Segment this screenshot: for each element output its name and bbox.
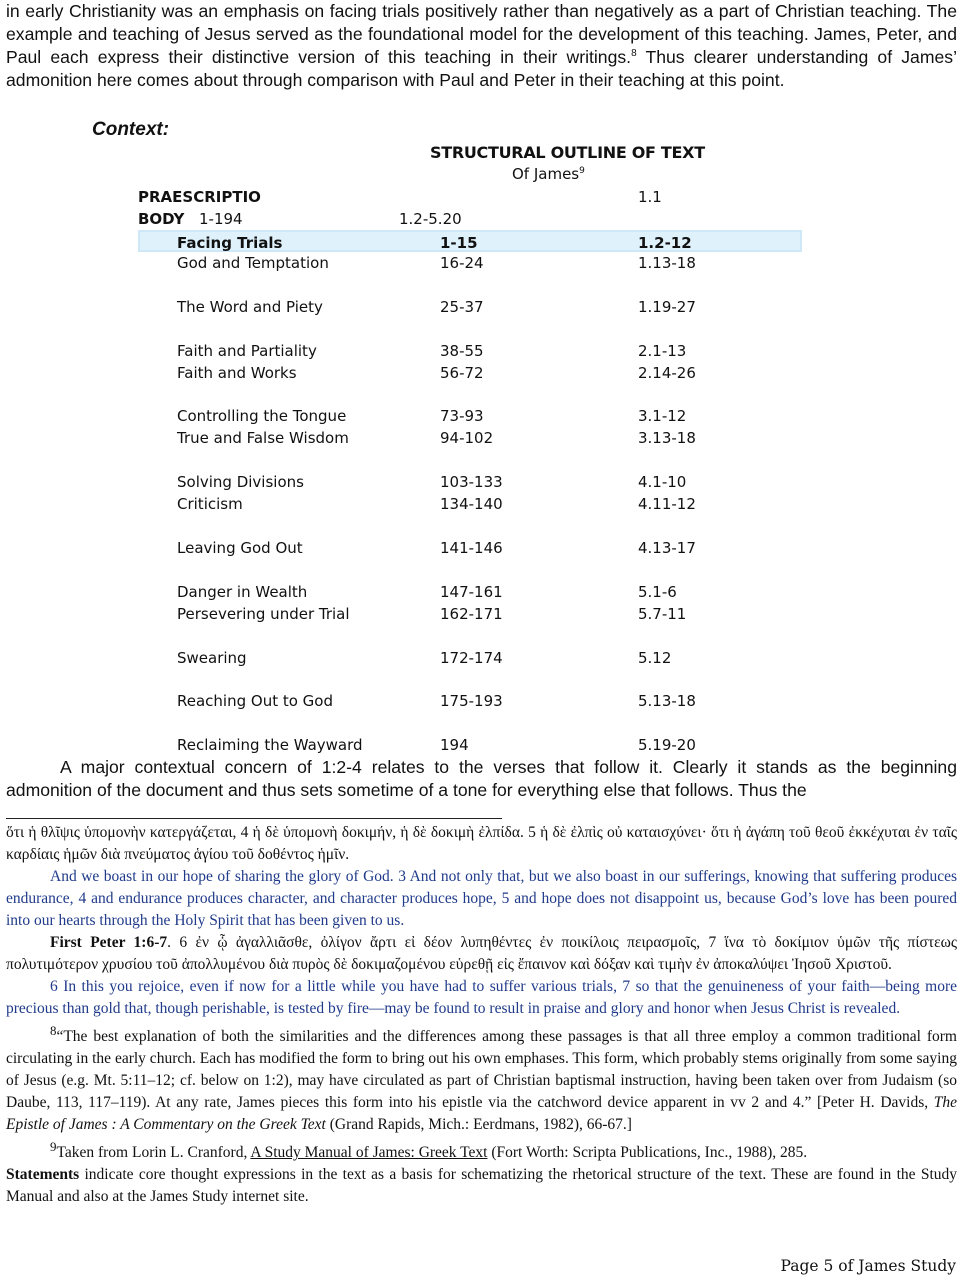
- outline-body-row: [138, 208, 802, 230]
- outline-reference: 5.7-11: [638, 605, 687, 623]
- outline-topic: Faith and Works: [177, 364, 297, 382]
- outline-topic: True and False Wisdom: [177, 429, 349, 447]
- outline-row: [138, 362, 802, 384]
- intro-text-1: in early Christianity was an emphasis on facing trials positively rather than negatively as a part of Christian teaching. The example and teaching of Jesus served as the foundational model for the development of this teaching. James, Peter, and Paul each express their distinctive version of this teaching in their writings.: [6, 1, 957, 67]
- body-label: BODY: [138, 210, 185, 228]
- outline-reference: 4.13-17: [638, 539, 696, 557]
- outline-topic: Facing Trials: [177, 234, 283, 252]
- study-manual-title: A Study Manual of James: Greek Text: [250, 1144, 488, 1162]
- footnote-9: [6, 1136, 957, 1164]
- outline-row: [138, 230, 802, 252]
- footnote-8-text: “The best explanation of both the similarities and the differences among these passages is that all three employ a common traditional form circulating in the early church. Each has modified the form to bring out his own emphases. This form, which probably stems originally from some saying of Jesus (e.g. Mt. 5:11–12; cf. below on 1:2), may have circulated as part of Christian baptismal instruction, having been taken over from Judaism (so Daube, 113, 117–119). At any rate, James pieces this form into his epistle via the catchword device apparent in vv 2 and 4.” [Peter H. Davids,: [6, 1028, 957, 1112]
- outline-row: [138, 734, 802, 756]
- intro-text-2: Thus clearer understanding of James’ admonition here comes about through comparison with Paul and Peter in their teaching at this point.: [6, 47, 957, 90]
- outline-reference: 1.19-27: [638, 298, 696, 316]
- page-footer: Page 5 of James Study: [780, 1257, 956, 1275]
- outline-reference: 5.12: [638, 649, 672, 667]
- praescriptio-label: PRAESCRIPTIO: [138, 188, 261, 206]
- outline-topic: God and Temptation: [177, 254, 329, 272]
- davids-book-title: The Epistle of James : A Commentary on the Greek Text: [6, 1094, 957, 1134]
- outline-subtitle-text: Of James: [512, 165, 580, 183]
- footnote-divider: [6, 818, 502, 819]
- outline-reference: 5.19-20: [638, 736, 696, 754]
- outline-statements: 134-140: [440, 495, 503, 513]
- outline-topic: Controlling the Tongue: [177, 407, 347, 425]
- outline-row: [138, 296, 802, 318]
- footnote-ref-8[interactable]: 8: [631, 48, 637, 60]
- peter-reference: First Peter 1:6-7: [50, 934, 168, 951]
- footnote-9-number: 9: [50, 1139, 57, 1155]
- outline-statements: 38-55: [440, 342, 484, 360]
- outline-statements: 175-193: [440, 692, 503, 710]
- outline-reference: 1.13-18: [638, 254, 696, 272]
- romans-english-text: And we boast in our hope of sharing the glory of God. 3 And not only that, but we also boast in our sufferings, knowing that suffering produces endurance, 4 and endurance produces character, and character produces hope, 5 and hope does not disappoint us, because God’s love has been poured into our hearts through the Holy Spirit that has been given to us.: [6, 868, 957, 929]
- context-paragraph: A major contextual concern of 1:2-4 relates to the verses that follow it. Clearly it stands as the beginning admonition of the document and thus sets sometime of a tone for everything else that follows. Thus the: [6, 757, 957, 800]
- outline-row: [138, 405, 802, 427]
- outline-statements: 25-37: [440, 298, 484, 316]
- romans-greek-text: ὅτι ἡ θλῖψις ὑπομονὴν κατεργάζεται, 4 ἡ δὲ ὑπομονὴ δοκιμήν, ἡ δὲ δοκιμὴ ἐλπίδα. 5 ἡ δὲ ἐλπὶς οὐ καταισχύνει· ὅτι ἡ ἀγάπη τοῦ θεοῦ ἐκκέχυται ἐν ταῖς καρδίαις ἡμῶν διὰ πνεύματος ἁγίου τοῦ δοθέντος ἡμῖν.: [6, 824, 957, 863]
- outline-reference: 1.2-12: [638, 234, 692, 252]
- outline-row: [138, 340, 802, 362]
- outline-reference: 3.1-12: [638, 407, 687, 425]
- outline-statements: 172-174: [440, 649, 503, 667]
- outline-row: [138, 690, 802, 712]
- outline-topic: Solving Divisions: [177, 473, 304, 491]
- statements-label: Statements: [6, 1166, 80, 1184]
- outline-subtitle: [512, 165, 585, 183]
- outline-statements: 194: [440, 736, 469, 754]
- outline-reference: 5.1-6: [638, 583, 677, 601]
- outline-reference: 5.13-18: [638, 692, 696, 710]
- outline-statements: 147-161: [440, 583, 503, 601]
- outline-title: STRUCTURAL OUTLINE OF TEXT: [430, 143, 705, 162]
- outline-reference: 4.1-10: [638, 473, 687, 491]
- peter-greek-paragraph: [6, 932, 957, 976]
- outline-statements: 73-93: [440, 407, 484, 425]
- outline-row: [138, 603, 802, 625]
- outline-topic: Persevering under Trial: [177, 605, 350, 623]
- context-heading: Context:: [92, 119, 170, 140]
- peter-english-text: 6 In this you rejoice, even if now for a little while you have had to suffer various trials, 7 so that the genuineness of your faith—being more precious than gold that, though perishable, is tested by fire—may be found to result in praise and glory and honor when Jesus Christ is revealed.: [6, 978, 957, 1017]
- outline-reference: 2.14-26: [638, 364, 696, 382]
- praescriptio-ref: 1.1: [638, 188, 662, 206]
- outline-statements: 56-72: [440, 364, 484, 382]
- footnote-8-number: 8: [50, 1023, 57, 1038]
- outline-topic: Reaching Out to God: [177, 692, 333, 710]
- outline-topic: Swearing: [177, 649, 247, 667]
- outline-topic: Reclaiming the Wayward: [177, 736, 363, 754]
- outline-topic: Danger in Wealth: [177, 583, 308, 601]
- body-ref: 1.2-5.20: [399, 210, 462, 228]
- statements-note: [6, 1164, 957, 1208]
- outline-statements: 16-24: [440, 254, 484, 272]
- outline-statements: 162-171: [440, 605, 503, 623]
- outline-reference: 4.11-12: [638, 495, 696, 513]
- statements-text: indicate core thought expressions in the text as a basis for schematizing the rhetorical structure of the text. These are found in the Study Manual and also at the James Study internet site.: [6, 1166, 957, 1206]
- outline-statements: 1-15: [440, 234, 478, 252]
- footnote-9-text: Taken from Lorin L. Cranford,: [56, 1144, 251, 1162]
- footnote-8-citation: (Grand Rapids, Mich.: Eerdmans, 1982), 66-67.]: [325, 1116, 632, 1134]
- footnotes: [6, 822, 957, 1208]
- outline-row: [138, 252, 802, 274]
- body-range: 1-194: [199, 210, 243, 228]
- outline-row: [138, 427, 802, 449]
- footnote-9-citation: (Fort Worth: Scripta Publications, Inc., 1988), 285.: [487, 1144, 808, 1162]
- outline-praescriptio-row: [138, 186, 802, 208]
- outline-statements: 94-102: [440, 429, 494, 447]
- outline-statements: 103-133: [440, 473, 503, 491]
- outline-row: [138, 471, 802, 493]
- outline-row: [138, 537, 802, 559]
- footnote-8: [6, 1020, 957, 1136]
- outline-topic: Leaving God Out: [177, 539, 303, 557]
- outline-row: [138, 493, 802, 515]
- outline-reference: 2.1-13: [638, 342, 687, 360]
- outline-statements: 141-146: [440, 539, 503, 557]
- outline-topic: The Word and Piety: [177, 298, 323, 316]
- outline-row: [138, 581, 802, 603]
- outline-topic: Criticism: [177, 495, 243, 513]
- outline-reference: 3.13-18: [638, 429, 696, 447]
- peter-greek-text: . 6 ἐν ᾧ ἀγαλλιᾶσθε, ὀλίγον ἄρτι εἰ δέον λυπηθέντες ἐν ποικίλοις πειρασμοῖς, 7 ἵνα τὸ δοκίμιον ὑμῶν τῆς πίστεως πολυτιμότερον χρυσίου τοῦ ἀπολλυμένου διὰ πυρὸς δὲ δοκιμαζομένου εὑρεθῇ εἰς ἔπαινον καὶ δόξαν καὶ τιμὴν ἐν ἀποκαλύψει Ἰησοῦ Χριστοῦ.: [6, 934, 957, 973]
- footnote-ref-9[interactable]: 9: [579, 166, 585, 176]
- outline-row: [138, 647, 802, 669]
- outline-topic: Faith and Partiality: [177, 342, 317, 360]
- intro-paragraph: [6, 0, 957, 92]
